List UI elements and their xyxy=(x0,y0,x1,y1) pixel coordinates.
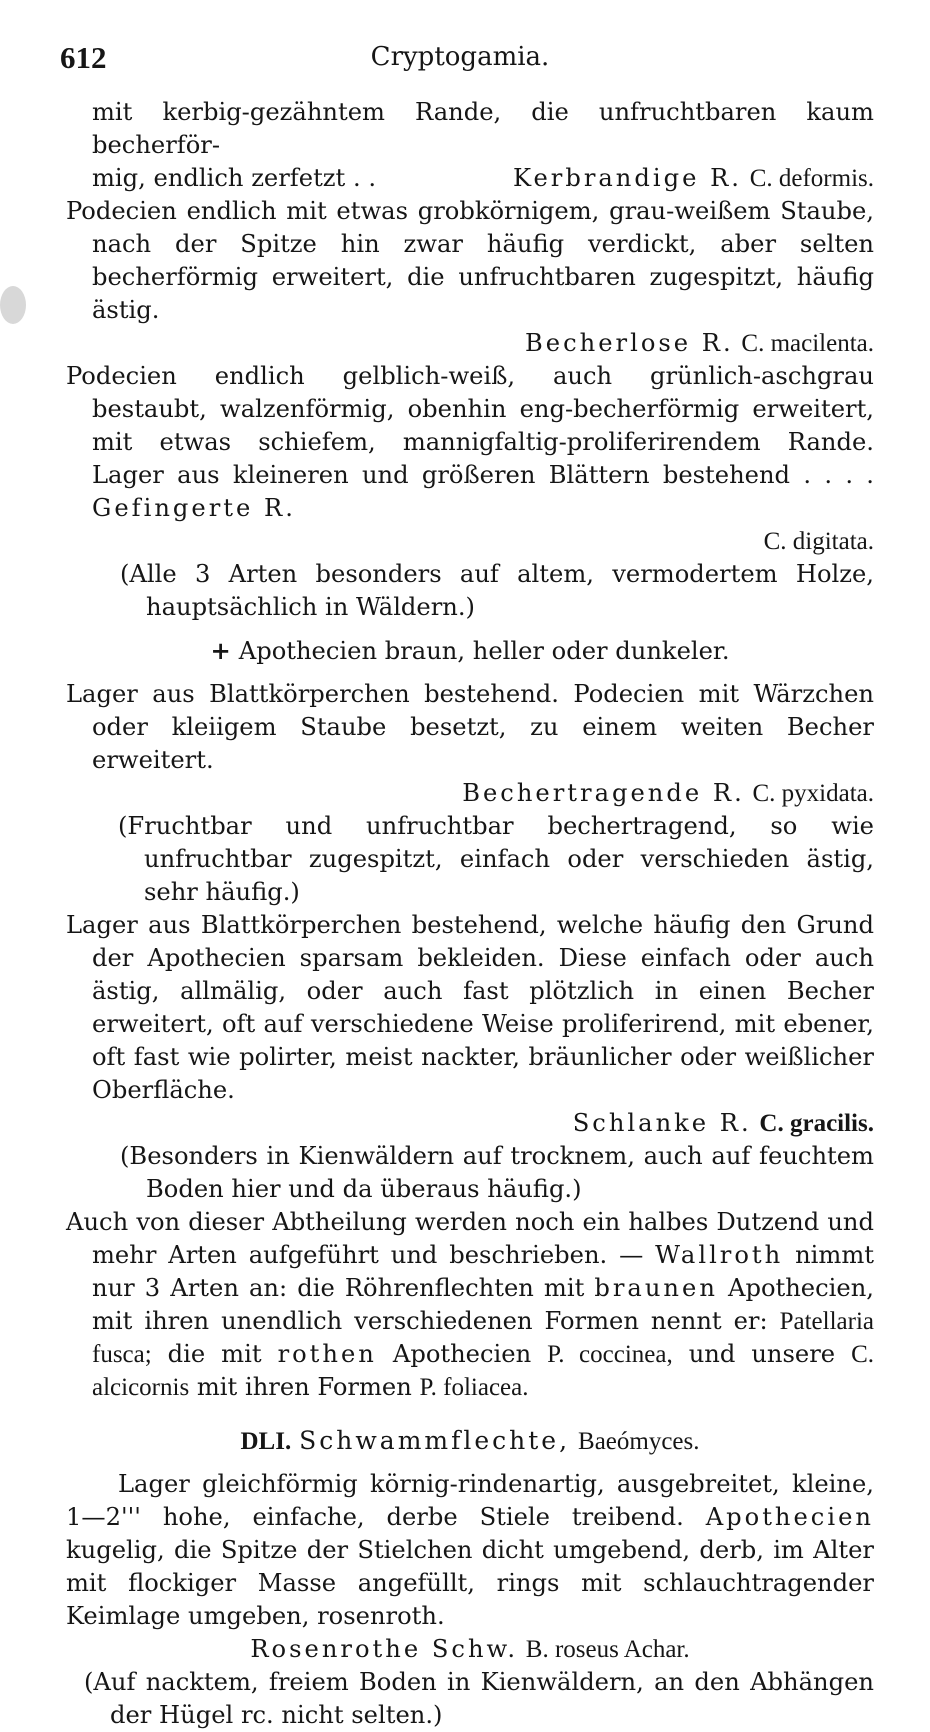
species-line xyxy=(66,777,874,810)
species-line xyxy=(66,1107,874,1140)
running-header xyxy=(60,36,860,82)
species-line xyxy=(66,327,874,360)
genus-description xyxy=(66,1468,874,1633)
species-line xyxy=(66,1633,874,1666)
emphasis: rothen xyxy=(277,1340,377,1368)
text-fragment: mig, endlich zerfetzt . . xyxy=(92,164,377,192)
text-fragment: Lager gleichförmig körnig-rindenartig, ausgebreitet, kleine, 1—2''' hohe, einfache, derbe Stiele treibend. xyxy=(66,1470,874,1531)
subsection-heading xyxy=(66,634,874,668)
species-latin-name: C. deformis. xyxy=(749,165,874,192)
latin-term: Patellaria fusca; xyxy=(92,1308,874,1368)
description-paragraph: Lager aus Blattkörperchen bestehend. Podecien mit Wärzchen oder kleiigem Staube besetzt, zu einem weiten Becher erweitert. xyxy=(66,680,874,774)
habitat-note: (Fruchtbar und unfruchtbar bechertragend, so wie unfruchtbar zugespitzt, einfach oder verschieden ästig, sehr häufig.) xyxy=(118,812,874,906)
text-fragment: und unsere xyxy=(672,1340,852,1368)
species-latin-name: C. digitata. xyxy=(763,528,874,555)
description-paragraph: Lager aus Blattkörperchen bestehend, welche häufig den Grund der Apothecien sparsam bekleiden. Diese einfach oder auch ästig, allmälig, oder auch fast plötzlich in einen Becher erweitert, oft auf verschiedene Weise proliferirend, mit ebener, oft fast wie polirter, meist nackter, bräunlicher oder weißlicher Oberfläche. xyxy=(66,911,874,1104)
commentary-paragraph xyxy=(66,1206,874,1404)
cross-mark: + xyxy=(210,636,231,665)
latin-term: P. foliacea. xyxy=(419,1374,529,1401)
genus-numeral: DLI. xyxy=(240,1428,292,1455)
text-line: mit kerbig-gezähntem Rande, die unfruchtbaren kaum becherför- xyxy=(92,98,874,159)
latin-term: P. coccinea, xyxy=(547,1341,673,1368)
header-title: Cryptogamia. xyxy=(370,42,550,72)
emphasis: Apothecien xyxy=(705,1503,874,1531)
species-german-name: Becherlose R. xyxy=(525,329,734,357)
text-fragment: Apothecien xyxy=(376,1340,548,1368)
author-name: Wallroth xyxy=(655,1241,784,1269)
species-german-name: Bechertragende R. xyxy=(462,779,745,807)
text-fragment: mit ihren Formen xyxy=(189,1373,420,1401)
emphasis: braunen xyxy=(594,1274,718,1302)
description-paragraph xyxy=(66,360,874,525)
description-paragraph: Podecien endlich mit etwas grobkörnigem, grau-weißem Staube, nach der Spitze hin zwar häufig verdickt, aber selten becherförmig erweitert, die unfruchtbaren zugespitzt, häufig ästig. xyxy=(66,197,874,324)
species-german-name: Kerbrandige R. xyxy=(513,164,742,192)
scan-stain xyxy=(0,286,26,324)
species-german-name: Gefingerte R. xyxy=(92,494,296,522)
text-fragment: Apothecien, mit ihren unendlich verschiedenen Formen nennt er: xyxy=(92,1274,874,1335)
species-latin-name: B. roseus Achar. xyxy=(525,1636,690,1663)
text-fragment: die mit xyxy=(151,1340,278,1368)
spacer xyxy=(66,668,874,678)
genus-heading xyxy=(66,1424,874,1458)
text-fragment: kugelig, die Spitze der Stielchen dicht umgebend, derb, im Alter mit flockiger Masse angefüllt, rings mit schlauchtragender Keimlage umgeben, rosenroth. xyxy=(66,1536,874,1630)
habitat-note: (Alle 3 Arten besonders auf altem, vermodertem Holze, hauptsächlich in Wäldern.) xyxy=(120,560,874,621)
text-fragment: Podecien endlich gelblich-weiß, auch grünlich-aschgrau bestaubt, walzenförmig, obenhin eng-becherförmig erweitert, mit etwas schiefem, mannigfaltig-proliferirendem Rande. Lager aus kleineren und größeren Blättern bestehend . . . . xyxy=(66,362,874,489)
species-latin-name: C. macilenta. xyxy=(741,330,874,357)
species-german-name: Rosenrothe Schw. xyxy=(250,1635,519,1663)
habitat-note: (Auf nacktem, freiem Boden in Kienwäldern, an den Abhängen der Hügel rc. nicht selten.) xyxy=(84,1668,874,1729)
genus-latin-name: Baeómyces. xyxy=(578,1428,700,1455)
species-line xyxy=(66,525,874,558)
page-number: 612 xyxy=(60,40,107,75)
subsection-heading-text: Apothecien braun, heller oder dunkeler. xyxy=(238,637,730,665)
text-fragment: Auch von dieser Abtheilung werden noch ein halbes Dutzend und mehr Arten aufgeführt und beschrieben. — xyxy=(66,1208,874,1269)
species-german-name: Schlanke R. xyxy=(572,1109,752,1137)
habitat-note: (Besonders in Kienwäldern auf trocknem, auch auf feuchtem Boden hier und da überaus häufig.) xyxy=(120,1142,874,1203)
spacer xyxy=(66,624,874,634)
latin-term: C. alcicornis xyxy=(92,1341,875,1401)
page-body xyxy=(66,96,874,1732)
species-latin-name: C. gracilis. xyxy=(759,1110,874,1137)
text-fragment: nimmt nur 3 Arten an: die Röhrenflechten mit xyxy=(92,1241,874,1302)
genus-german-name: Schwammflechte, xyxy=(299,1426,571,1455)
species-latin-name: C. pyxidata. xyxy=(752,780,874,807)
species-line xyxy=(66,162,874,195)
